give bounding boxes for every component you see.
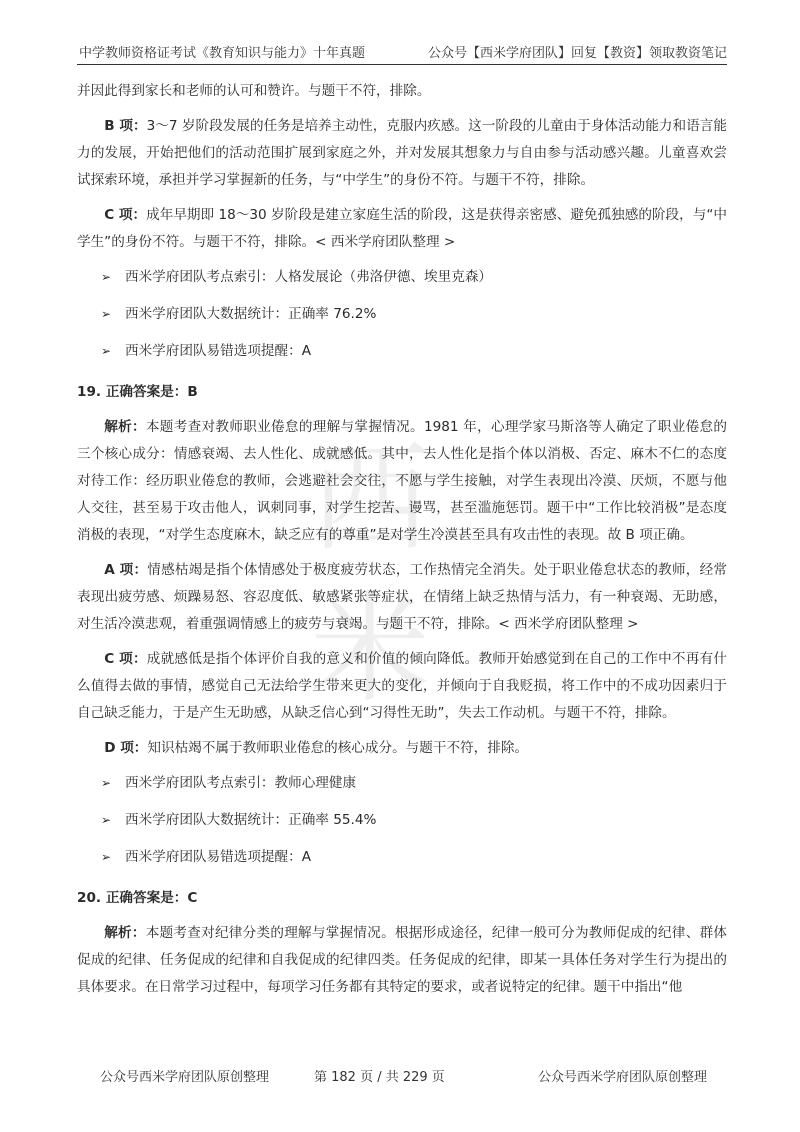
- paragraph: [77, 414, 727, 549]
- paragraph: [77, 78, 727, 105]
- paragraph-text: 知识枯竭不属于教师职业倦怠的核心成分。与题干不符，排除。: [147, 740, 529, 756]
- list-item-text: 西米学府团队大数据统计：正确率 76.2%: [125, 306, 377, 322]
- paragraph: [77, 646, 727, 727]
- arrow-bullet-icon: ➢: [101, 344, 112, 358]
- question-answer-heading: 19. 正确答案是：B: [77, 384, 198, 400]
- question-answer-heading: 20. 正确答案是：C: [77, 890, 198, 906]
- paragraph: [77, 113, 727, 194]
- paragraph-text: 并因此得到家长和老师的认可和赞许。与题干不符，排除。: [77, 83, 431, 99]
- list-item: [77, 807, 727, 834]
- option-label: C 项：: [104, 207, 147, 223]
- paragraph-text: 情感枯竭是指个体情感处于极度疲劳状态，工作热情完全消失。处于职业倦怠状态的教师，经常表现出疲劳感、烦躁易怒、容忍度低、敏感紧张等症状，在情绪上缺乏热情与活力，有一种衰竭、无助感，对生活冷漠悲观，着重强调情感上的疲劳与衰竭。与题干不符，排除。< 西米学府团队整理 >: [77, 562, 727, 632]
- arrow-bullet-icon: ➢: [101, 813, 112, 827]
- list-item-text: 西米学府团队易错选项提醒：A: [125, 849, 312, 865]
- footer-right: 公众号西米学府团队原创整理: [538, 1070, 708, 1085]
- paragraph: [77, 735, 727, 762]
- list-item: [77, 844, 727, 871]
- option-label: B 项：: [104, 118, 147, 134]
- list-item-text: 西米学府团队大数据统计：正确率 55.4%: [125, 812, 377, 828]
- page-number: 第 182 页 / 共 229 页: [314, 1070, 445, 1085]
- option-label: 解析：: [104, 925, 146, 941]
- paragraph-text: 成年早期即 18～30 岁阶段是建立家庭生活的阶段，这是获得亲密感、避免孤独感的阶段，与“中学生”的身份不符。与题干不符，排除。< 西米学府团队整理 >: [77, 207, 727, 250]
- list-item: [77, 770, 727, 797]
- paragraph: [77, 920, 727, 1001]
- arrow-bullet-icon: ➢: [101, 776, 112, 790]
- arrow-bullet-icon: ➢: [101, 307, 112, 321]
- list-item: [77, 264, 727, 291]
- document-body: [77, 78, 727, 1009]
- list-item: [77, 301, 727, 328]
- arrow-bullet-icon: ➢: [101, 270, 112, 284]
- paragraph-text: 本题考查对纪律分类的理解与掌握情况。根据形成途径，纪律一般可分为教师促成的纪律、群体促成的纪律、任务促成的纪律和自我促成的纪律四类。任务促成的纪律，即某一具体任务对学生行为提出的具体要求。在日常学习过程中，每项学习任务都有其特定的要求，或者说特定的纪律。题干中指出“他: [77, 925, 728, 995]
- page-header: [77, 38, 727, 65]
- paragraph: [77, 202, 727, 256]
- arrow-bullet-icon: ➢: [101, 850, 112, 864]
- list-item-text: 西米学府团队易错选项提醒：A: [125, 343, 312, 359]
- list-item-text: 西米学府团队考点索引：教师心理健康: [125, 775, 357, 791]
- header-title: 中学教师资格证考试《教育知识与能力》十年真题: [79, 46, 366, 61]
- option-label: D 项：: [104, 740, 148, 756]
- header-promo: 公众号【西米学府团队】回复【教资】领取教资笔记: [427, 46, 727, 61]
- svg-text:西: 西: [310, 430, 430, 569]
- paragraph-text: 3～7 岁阶段发展的任务是培养主动性，克服内疚感。这一阶段的儿童由于身体活动能力和语言能力的发展，开始把他们的活动范围扩展到家庭之外，并对发展其想象力与自由参与活动感兴趣。儿童喜欢尝试探索环境，承担并学习掌握新的任务，与“中学生”的身份不符。与题干不符，排除。: [77, 118, 727, 188]
- option-label: C 项：: [104, 651, 147, 667]
- paragraph-text: 成就感低是指个体评价自我的意义和价值的倾向降低。教师开始感觉到在自己的工作中不再有什么值得去做的事情，感觉自己无法给学生带来更大的变化，并倾向于自我贬损，将工作中的不成功因素归于自己缺乏能力，于是产生无助感，从缺乏信心到“习得性无助”，失去工作动机。与题干不符，排除。: [77, 651, 727, 721]
- option-label: 解析：: [104, 419, 146, 435]
- footer-left: 公众号西米学府团队原创整理: [100, 1070, 270, 1085]
- page-footer: [0, 1066, 800, 1086]
- list-item: [77, 338, 727, 365]
- paragraph-text: 本题考查对教师职业倦怠的理解与掌握情况。1981 年，心理学家马斯洛等人确定了职业倦怠的三个核心成分：情感衰竭、去人性化、成就感低。其中，去人性化是指个体以消极、否定、麻木不仁的态度对待工作：经历职业倦怠的教师，会逃避社会交往，不愿与学生接触，对学生表现出冷漠、厌烦，不愿与他人交往，甚至易于攻击他人，讽刺同事，对学生挖苦、谩骂，甚至滥施惩罚。题干中“工作比较消极”是态度消极的表现，“对学生态度麻木，缺乏应有的尊重”是对学生冷漠甚至具有攻击性的表现。故 B 项正确。: [77, 419, 728, 543]
- option-label: A 项：: [104, 562, 148, 578]
- list-item-text: 西米学府团队考点索引：人格发展论（弗洛伊德、埃里克森）: [125, 269, 493, 285]
- paragraph: [77, 557, 727, 638]
- svg-text:米: 米: [310, 580, 430, 719]
